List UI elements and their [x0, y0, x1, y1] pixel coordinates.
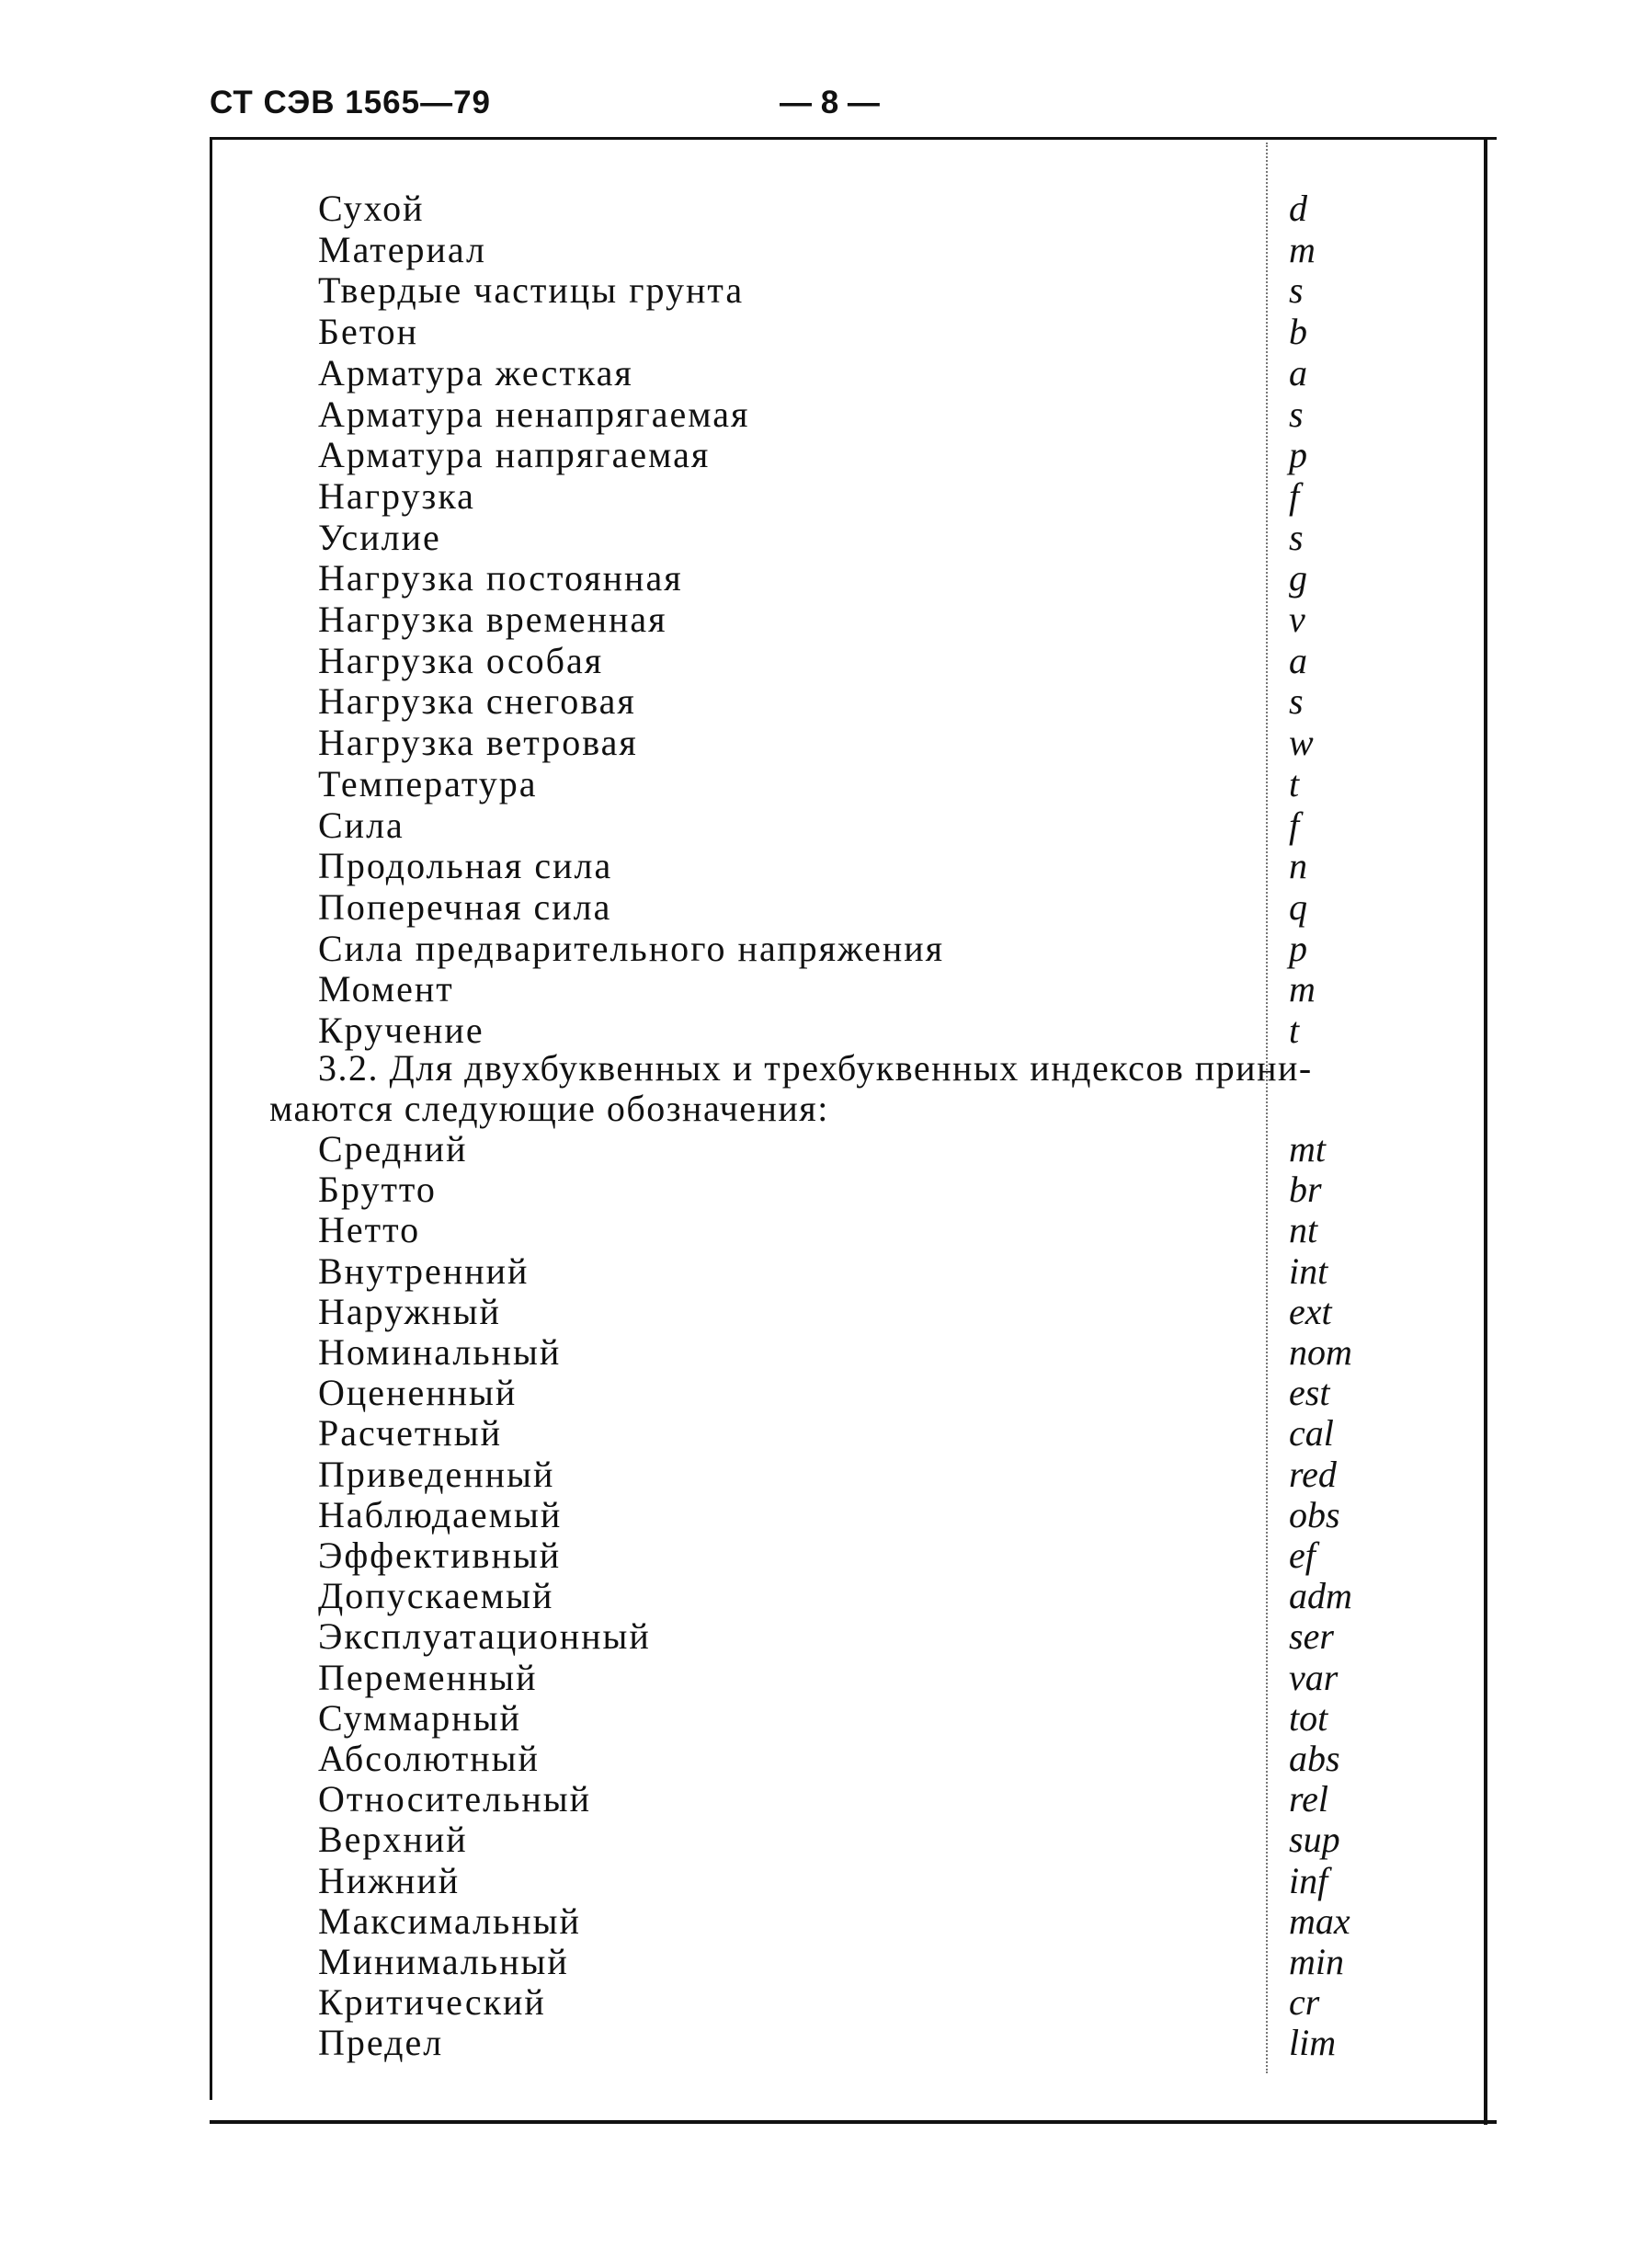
index-symbol: n	[1289, 845, 1307, 887]
term-label: Максимальный	[318, 1900, 581, 1942]
list-item	[318, 1495, 1476, 1535]
list-item	[318, 764, 1476, 804]
index-symbol: abs	[1289, 1738, 1340, 1779]
term-label: Нагрузка особая	[318, 639, 604, 681]
list-item	[318, 1332, 1476, 1373]
term-label: Расчетный	[318, 1412, 502, 1455]
list-item	[318, 969, 1476, 1010]
list-item	[318, 1251, 1476, 1292]
term-label: Критический	[318, 1981, 546, 2024]
term-label: Температура	[318, 762, 538, 804]
term-label: Нагрузка ветровая	[318, 722, 638, 764]
index-symbol: sup	[1289, 1819, 1340, 1861]
bottom-rule	[210, 2120, 1497, 2124]
list-item	[318, 805, 1476, 846]
list-item	[318, 353, 1476, 394]
index-symbol: int	[1289, 1249, 1328, 1292]
index-symbol: s	[1289, 269, 1304, 312]
list-item	[318, 1658, 1476, 1698]
index-symbol: adm	[1289, 1575, 1352, 1617]
list-item	[318, 2023, 1476, 2063]
term-label: Нагрузка временная	[318, 599, 667, 640]
term-label: Сила	[318, 804, 404, 846]
paragraph-line-2: маются следующие обозначения:	[269, 1088, 829, 1129]
list-item	[318, 1210, 1476, 1250]
list-item	[318, 1373, 1476, 1413]
term-label: Предел	[318, 2022, 444, 2064]
index-symbol: ef	[1289, 1535, 1316, 1576]
list-item	[318, 312, 1476, 352]
list-item	[318, 476, 1476, 517]
index-symbol: nom	[1289, 1331, 1352, 1373]
term-label: Нагрузка постоянная	[318, 557, 683, 599]
index-symbol: min	[1289, 1941, 1344, 1982]
index-symbol: a	[1289, 639, 1307, 681]
term-label: Нетто	[318, 1209, 421, 1251]
list-item	[318, 518, 1476, 558]
list-item	[318, 1169, 1476, 1210]
index-symbol: ext	[1289, 1290, 1332, 1332]
list-item	[318, 1861, 1476, 1901]
term-label: Наружный	[318, 1290, 501, 1332]
index-symbol: p	[1289, 434, 1307, 476]
list-item	[318, 435, 1476, 475]
index-symbol: br	[1289, 1169, 1322, 1211]
list-item	[318, 1292, 1476, 1332]
term-label: Брутто	[318, 1169, 437, 1211]
index-symbol: max	[1289, 1900, 1350, 1942]
index-symbol: nt	[1289, 1209, 1318, 1251]
term-label: Наблюдаемый	[318, 1493, 563, 1535]
index-symbol: s	[1289, 516, 1304, 558]
list-item	[318, 723, 1476, 763]
index-symbol: q	[1289, 885, 1307, 928]
list-item	[318, 188, 1476, 229]
term-label: Арматура напрягаемая	[318, 434, 711, 476]
index-symbol: f	[1289, 804, 1300, 846]
list-item	[318, 1129, 1476, 1169]
list-item	[318, 230, 1476, 270]
term-label: Приведенный	[318, 1453, 555, 1495]
list-item	[318, 1413, 1476, 1454]
list-item	[318, 641, 1476, 681]
term-label: Абсолютный	[318, 1738, 540, 1779]
index-symbol: v	[1289, 599, 1305, 640]
index-symbol: f	[1289, 474, 1300, 517]
index-symbol: p	[1289, 927, 1307, 969]
index-symbol: est	[1289, 1372, 1330, 1414]
section-3-2-paragraph	[269, 1048, 1474, 1129]
index-symbol: t	[1289, 762, 1300, 804]
page-number: — 8 —	[780, 85, 880, 120]
term-label: Сухой	[318, 188, 425, 229]
index-symbol: mt	[1289, 1128, 1326, 1169]
index-symbol: s	[1289, 680, 1304, 723]
top-rule	[210, 137, 1497, 140]
term-label: Твердые частицы грунта	[318, 269, 745, 312]
list-item	[318, 599, 1476, 640]
list-item	[318, 1901, 1476, 1942]
term-label: Нагрузка снеговая	[318, 680, 636, 723]
term-label: Продольная сила	[318, 845, 613, 887]
index-symbol: tot	[1289, 1696, 1328, 1739]
term-label: Арматура жесткая	[318, 351, 633, 394]
term-label: Арматура ненапрягаемая	[318, 393, 750, 435]
list-item	[318, 1982, 1476, 2023]
index-symbol: m	[1289, 228, 1316, 270]
list-item	[318, 1535, 1476, 1576]
index-symbol: red	[1289, 1453, 1337, 1495]
index-symbol: rel	[1289, 1778, 1328, 1820]
term-label: Материал	[318, 228, 486, 270]
index-symbol: b	[1289, 311, 1307, 353]
list-item	[318, 1616, 1476, 1657]
index-symbol: lim	[1289, 2022, 1337, 2064]
list-item	[318, 887, 1476, 928]
left-border	[210, 137, 212, 2100]
term-label: Верхний	[318, 1819, 468, 1861]
index-symbol: inf	[1289, 1859, 1328, 1901]
index-symbol: m	[1289, 968, 1316, 1010]
term-label: Суммарный	[318, 1696, 521, 1739]
term-label: Эффективный	[318, 1535, 562, 1576]
term-label: Минимальный	[318, 1941, 569, 1982]
term-label: Внутренний	[318, 1249, 530, 1292]
index-symbol: cr	[1289, 1981, 1320, 2024]
term-label: Бетон	[318, 311, 419, 353]
list-item	[318, 681, 1476, 722]
term-label: Кручение	[318, 1010, 484, 1051]
term-label: Допускаемый	[318, 1575, 554, 1617]
term-label: Средний	[318, 1128, 468, 1169]
term-label: Поперечная сила	[318, 885, 612, 928]
term-label: Оцененный	[318, 1372, 518, 1414]
index-symbol: cal	[1289, 1412, 1334, 1455]
list-item	[318, 1739, 1476, 1779]
list-item	[318, 1455, 1476, 1495]
list-item	[318, 1698, 1476, 1739]
index-symbol: g	[1289, 557, 1307, 599]
index-symbol: obs	[1289, 1493, 1340, 1535]
term-label: Переменный	[318, 1656, 538, 1698]
term-label: Момент	[318, 968, 454, 1010]
list-item	[318, 394, 1476, 435]
term-label: Номинальный	[318, 1331, 562, 1373]
document-code: СТ СЭВ 1565—79	[210, 85, 492, 120]
term-label: Усилие	[318, 516, 441, 558]
term-label: Нижний	[318, 1859, 461, 1901]
term-label: Относительный	[318, 1778, 592, 1820]
index-symbol: s	[1289, 393, 1304, 435]
paragraph-line-1: 3.2. Для двухбуквенных и трехбуквенных индексов прини-	[318, 1047, 1313, 1089]
index-symbol: a	[1289, 351, 1307, 394]
list-item	[318, 1942, 1476, 1982]
index-symbol: w	[1289, 722, 1314, 764]
term-label: Нагрузка	[318, 474, 475, 517]
list-item	[318, 1779, 1476, 1820]
list-item	[318, 270, 1476, 311]
index-symbol: t	[1289, 1010, 1300, 1051]
list-item	[318, 1010, 1476, 1051]
term-label: Сила предварительного напряжения	[318, 927, 945, 969]
index-symbol: d	[1289, 188, 1307, 229]
page-header	[210, 85, 1497, 131]
right-border	[1484, 137, 1487, 2125]
list-item	[318, 558, 1476, 599]
list-item	[318, 1820, 1476, 1860]
list-item	[318, 846, 1476, 886]
index-symbol: ser	[1289, 1615, 1334, 1658]
index-symbol: var	[1289, 1656, 1339, 1698]
list-item	[318, 929, 1476, 969]
list-item	[318, 1576, 1476, 1616]
term-label: Эксплуатационный	[318, 1615, 651, 1658]
